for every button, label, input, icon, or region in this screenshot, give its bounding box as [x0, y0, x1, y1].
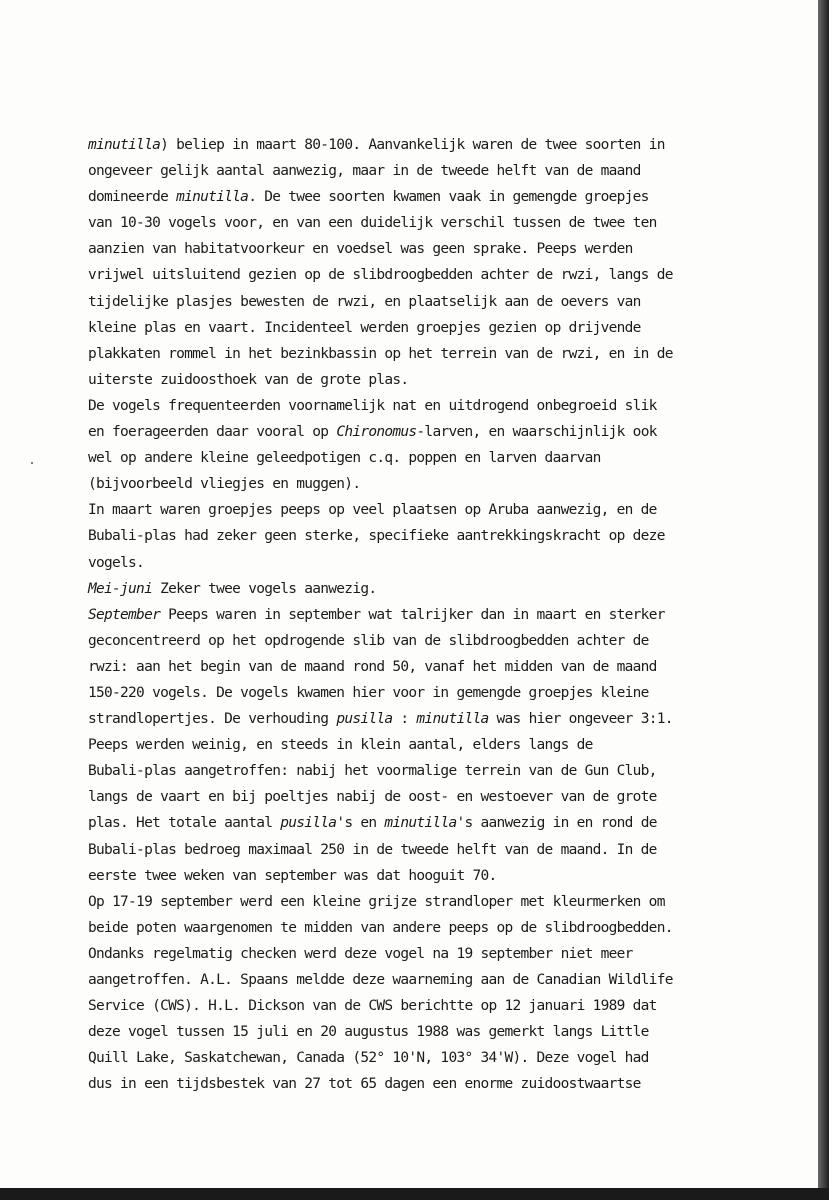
text-line: [88, 236, 733, 262]
text-segment: Bubali-plas bedroeg maximaal 250 in de tweede helft van de maand. In de: [88, 841, 657, 858]
text-segment: kleine plas en vaart. Incidenteel werden groepjes gezien op drijvende: [88, 319, 641, 336]
page-edge-shadow: [818, 0, 829, 1200]
italic-term: minutilla: [416, 711, 489, 728]
text-segment: plas. Het totale aantal: [88, 815, 281, 832]
text-segment: vrijwel uitsluitend gezien op de slibdroogbedden achter de rwzi, langs de: [88, 267, 673, 284]
text-segment: Peeps waren in september wat talrijker dan in maart en sterker: [160, 606, 665, 623]
text-line: [88, 1071, 733, 1097]
text-line: [88, 471, 733, 497]
text-segment: Bubali-plas had zeker geen sterke, specifieke aantrekkingskracht op deze: [88, 528, 665, 545]
text-segment: . De twee soorten kwamen vaak in gemengde groepjes: [248, 189, 649, 206]
italic-term: September: [88, 606, 161, 623]
text-line: [88, 315, 733, 341]
text-segment: Ondanks regelmatig checken werd deze vogel na 19 september niet meer: [88, 945, 633, 962]
text-line: [88, 654, 733, 680]
text-segment: wel op andere kleine geleedpotigen c.q. poppen en larven daarvan: [88, 450, 601, 467]
text-line: [88, 628, 733, 654]
text-line: [88, 184, 733, 210]
text-line: [88, 341, 733, 367]
text-line: [88, 863, 733, 889]
text-line: [88, 1019, 733, 1045]
text-segment: eerste twee weken van september was dat hooguit 70.: [88, 867, 497, 884]
text-segment: Zeker twee vogels aanwezig.: [152, 580, 377, 597]
text-segment: aanzien van habitatvoorkeur en voedsel was geen sprake. Peeps werden: [88, 241, 633, 258]
text-segment: Service (CWS). H.L. Dickson van de CWS berichtte op 12 januari 1989 dat: [88, 998, 657, 1015]
text-segment: Quill Lake, Saskatchewan, Canada (52° 10'N, 103° 34'W). Deze vogel had: [88, 1050, 649, 1067]
text-segment: aangetroffen. A.L. Spaans meldde deze waarneming aan de Canadian Wildlife: [88, 972, 673, 988]
text-line: [88, 758, 733, 784]
text-segment: Peeps werden weinig, en steeds in klein aantal, elders langs de: [88, 737, 593, 754]
text-line: [88, 967, 733, 993]
text-segment: 150-220 vogels. De vogels kwamen hier voor in gemengde groepjes kleine: [88, 684, 649, 701]
italic-term: Mei-juni: [88, 580, 153, 597]
text-segment: geconcentreerd op het opdrogende slib van de slibdroogbedden achter de: [88, 632, 649, 649]
text-line: [88, 1045, 733, 1071]
text-segment: tijdelijke plasjes bewesten de rwzi, en plaatselijk aan de oevers van: [88, 293, 641, 310]
italic-term: pusilla: [336, 711, 393, 728]
text-line: [88, 889, 733, 915]
text-segment: rwzi: aan het begin van de maand rond 50, vanaf het midden van de maand: [88, 658, 657, 675]
text-line: [88, 680, 733, 706]
text-line: [88, 210, 733, 236]
text-segment: van 10-30 vogels voor, en van een duidelijk verschil tussen de twee ten: [88, 215, 657, 232]
italic-term: minutilla: [384, 815, 457, 832]
text-line: [88, 837, 733, 863]
italic-term: Chironomus: [336, 424, 417, 441]
text-segment: strandlopertjes. De verhouding: [88, 711, 337, 728]
text-segment: en foerageerden daar vooral op: [88, 424, 337, 441]
text-segment: 's en: [336, 815, 385, 832]
text-line: [88, 367, 733, 393]
text-line: [88, 393, 733, 419]
text-segment: uiterste zuidoosthoek van de grote plas.: [88, 371, 409, 388]
text-segment: In maart waren groepjes peeps op veel plaatsen op Aruba aanwezig, en de: [88, 502, 657, 519]
text-line: [88, 602, 733, 628]
text-line: [88, 993, 733, 1019]
italic-term: minutilla: [88, 137, 161, 153]
text-line: [88, 732, 733, 758]
page-bottom-edge: [0, 1188, 829, 1200]
text-line: [88, 550, 733, 576]
italic-term: pusilla: [280, 815, 337, 832]
text-segment: plakkaten rommel in het bezinkbassin op het terrein van de rwzi, en in de: [88, 345, 673, 362]
text-line: [88, 784, 733, 810]
text-segment: domineerde: [88, 189, 177, 206]
text-segment: Op 17-19 september werd een kleine grijze strandloper met kleurmerken om: [88, 893, 665, 910]
text-line: [88, 419, 733, 445]
text-segment: Bubali-plas aangetroffen: nabij het voormalige terrein van de Gun Club,: [88, 763, 657, 780]
text-line: [88, 523, 733, 549]
text-line: [88, 445, 733, 471]
text-segment: was hier ongeveer 3:1.: [488, 711, 673, 728]
text-line: [88, 158, 733, 184]
scan-speck: [31, 462, 33, 464]
text-segment: (bijvoorbeeld vliegjes en muggen).: [88, 476, 361, 493]
text-segment: deze vogel tussen 15 juli en 20 augustus 1988 was gemerkt langs Little: [88, 1024, 649, 1041]
italic-term: minutilla: [176, 189, 249, 206]
text-segment: De vogels frequenteerden voornamelijk nat en uitdrogend onbegroeid slik: [88, 397, 657, 414]
text-line: [88, 941, 733, 967]
text-line: [88, 810, 733, 836]
text-line: [88, 576, 733, 602]
text-segment: beide poten waargenomen te midden van andere peeps op de slibdroogbedden.: [88, 919, 673, 936]
text-line: [88, 262, 733, 288]
text-segment: -larven, en waarschijnlijk ook: [416, 424, 657, 441]
text-segment: :: [392, 711, 417, 728]
text-line: [88, 915, 733, 941]
text-segment: ) beliep in maart 80-100. Aanvankelijk waren de twee soorten in: [160, 137, 665, 153]
text-line: [88, 132, 733, 158]
text-line: [88, 497, 733, 523]
text-segment: dus in een tijdsbestek van 27 tot 65 dagen een enorme zuidoostwaartse: [88, 1076, 641, 1093]
text-segment: vogels.: [88, 554, 145, 571]
text-segment: 's aanwezig in en rond de: [456, 815, 657, 832]
text-segment: langs de vaart en bij poeltjes nabij de oost- en westoever van de grote: [88, 789, 657, 806]
body-text: [88, 132, 733, 1097]
text-line: [88, 706, 733, 732]
text-segment: ongeveer gelijk aantal aanwezig, maar in de tweede helft van de maand: [88, 163, 641, 180]
text-line: [88, 289, 733, 315]
